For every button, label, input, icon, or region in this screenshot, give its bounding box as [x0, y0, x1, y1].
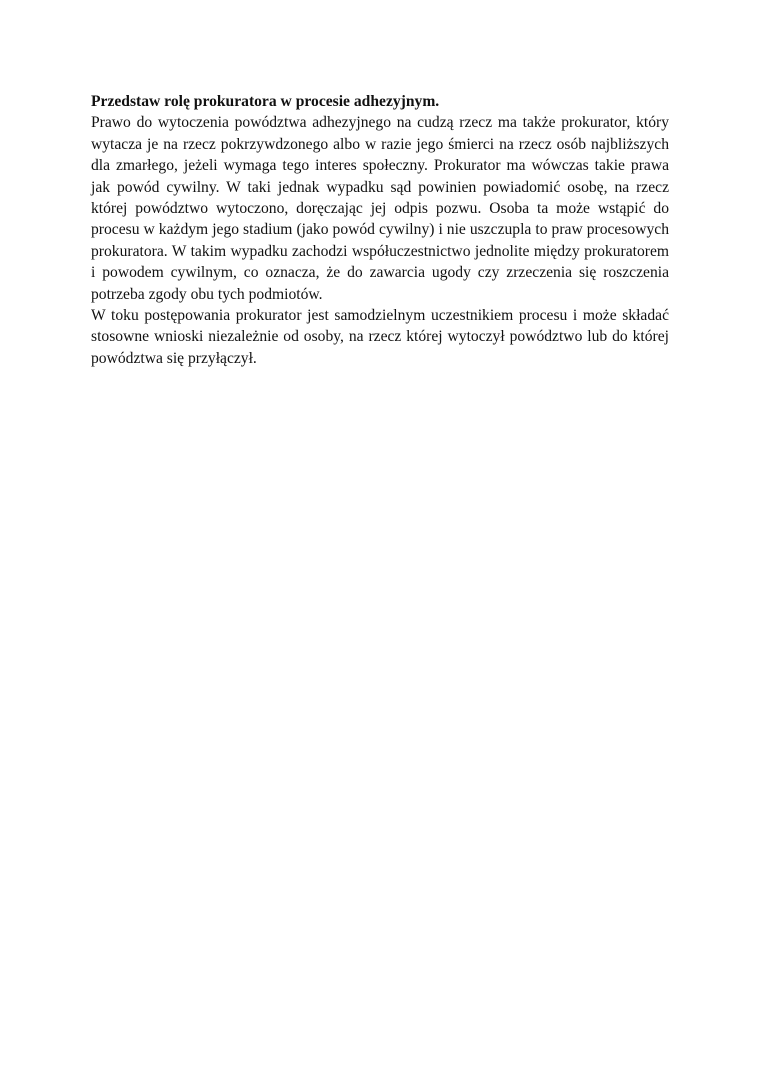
- document-body: [91, 91, 669, 369]
- question-heading: Przedstaw rolę prokuratora w procesie adhezyjnym.: [91, 93, 440, 110]
- paragraph-1: Prawo do wytoczenia powództwa adhezyjnego na cudzą rzecz ma także prokurator, który wytacza je na rzecz pokrzywdzonego albo w razie jego śmierci na rzecz osób najbliższych dla zmarłego, jeżeli wymaga tego interes społeczny. Prokurator ma wówczas takie prawa jak powód cywilny. W taki jednak wypadku sąd powinien powiadomić osobę, na rzecz której powództwo wytoczono, doręczając jej odpis pozwu. Osoba ta może wstąpić do procesu w każdym jego stadium (jako powód cywilny) i nie uszczupla to praw procesowych prokuratora. W takim wypadku zachodzi współuczestnictwo jednolite między prokuratorem i powodem cywilnym, co oznacza, że do zawarcia ugody czy zrzeczenia się roszczenia potrzeba zgody obu tych podmiotów.: [91, 114, 669, 303]
- paragraph-2: W toku postępowania prokurator jest samodzielnym uczestnikiem procesu i może składać stosowne wnioski niezależnie od osoby, na rzecz której wytoczył powództwo lub do której powództwa się przyłączył.: [91, 307, 669, 367]
